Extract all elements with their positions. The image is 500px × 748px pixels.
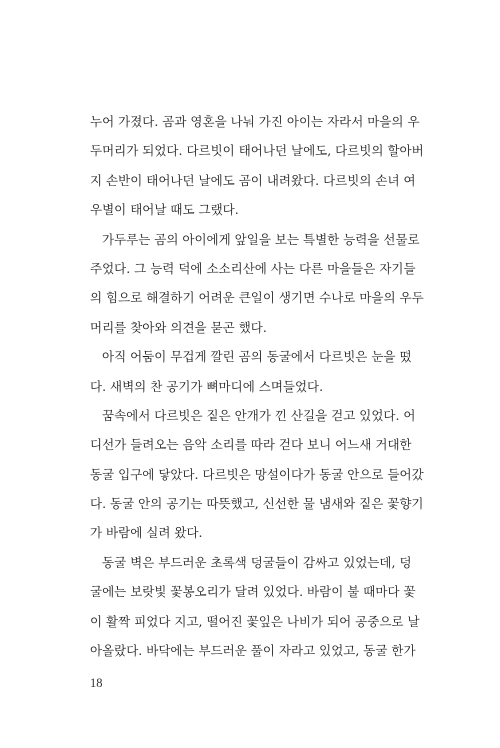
text-line: 다. 새벽의 찬 공기가 뼈마디에 스며들었다. bbox=[90, 378, 324, 394]
text-line: 머리를 찾아와 의견을 묻곤 했다. bbox=[90, 319, 267, 335]
text-line: 누어 가졌다. 곰과 영혼을 나눠 가진 아이는 자라서 마을의 우 bbox=[90, 114, 420, 129]
paragraph-3 bbox=[90, 342, 430, 401]
text-line: 다. 동굴 안의 공기는 따뜻했고, 신선한 물 냄새와 짙은 꽃향기 bbox=[90, 496, 424, 512]
text-line: 꿈속에서 다르빗은 짙은 안개가 낀 산길을 걷고 있었다. 어 bbox=[102, 407, 416, 423]
paragraph-2 bbox=[90, 225, 430, 343]
page-number: 18 bbox=[90, 676, 103, 690]
text-line: 가두루는 곰의 아이에게 앞일을 보는 특별한 능력을 선물로 bbox=[102, 231, 420, 247]
text-line: 우별이 태어날 때도 그랬다. bbox=[90, 202, 239, 218]
text-line: 아올랐다. 바닥에는 부드러운 풀이 자라고 있었고, 동굴 한가 bbox=[90, 643, 416, 659]
text-line: 주었다. 그 능력 덕에 소소리산에 사는 다른 마을들은 자기들 bbox=[90, 260, 416, 276]
text-line: 아직 어둠이 무겁게 깔린 곰의 동굴에서 다르빗은 눈을 떴 bbox=[102, 349, 412, 365]
text-line: 지 손반이 태어나던 날에도 곰이 내려왔다. 다르빗의 손녀 여 bbox=[90, 172, 416, 188]
text-line: 가 바람에 실려 왔다. bbox=[90, 525, 203, 541]
paragraph-1 bbox=[90, 107, 430, 225]
text-line: 디선가 들려오는 음악 소리를 따라 걷다 보니 어느새 거대한 bbox=[90, 437, 412, 453]
body-text bbox=[90, 107, 430, 665]
text-line: 두머리가 되었다. 다르빗이 태어나던 날에도, 다르빗의 할아버 bbox=[90, 143, 424, 159]
paragraph-4 bbox=[90, 401, 430, 548]
text-line: 동굴 입구에 닿았다. 다르빗은 망설이다가 동굴 안으로 들어갔 bbox=[90, 466, 424, 482]
text-line: 이 활짝 피었다 지고, 떨어진 꽃잎은 나비가 되어 공중으로 날 bbox=[90, 613, 420, 629]
paragraph-5 bbox=[90, 548, 430, 666]
text-line: 굴에는 보랏빛 꽃봉오리가 달려 있었다. 바람이 불 때마다 꽃 bbox=[90, 584, 416, 600]
text-line: 동굴 벽은 부드러운 초록색 덩굴들이 감싸고 있었는데, 덩 bbox=[102, 554, 412, 570]
text-line: 의 힘으로 해결하기 어려운 큰일이 생기면 수나로 마을의 우두 bbox=[90, 290, 424, 306]
